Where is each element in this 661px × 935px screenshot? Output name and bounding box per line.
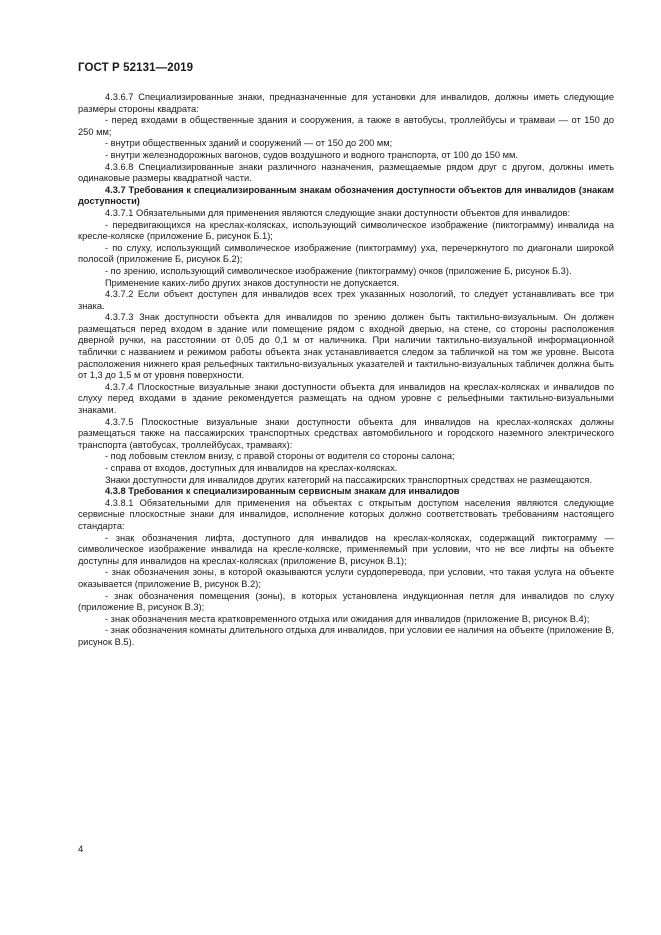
- paragraph: - внутри общественных зданий и сооружений — от 150 до 200 мм;: [105, 138, 393, 149]
- paragraph: - знак обозначения помещения (зоны), в которых установлена индукционная петля для инвалидов по слуху (приложение В, рисунок В.3);: [78, 590, 614, 613]
- section-heading: 4.3.7 Требования к специализированным знакам обозначения доступности объектов для инвалидов (знакам доступности): [78, 184, 614, 207]
- paragraph: - по зрению, использующий символическое изображение (пиктограмму) очков (приложение Б, рисунок Б.3).: [105, 265, 572, 276]
- paragraph: - внутри железнодорожных вагонов, судов воздушного и водного транспорта, от 100 до 150 мм.: [105, 149, 518, 160]
- paragraph: 4.3.7.1 Обязательными для применения являются следующие знаки доступности объектов для инвалидов:: [105, 207, 571, 218]
- paragraph: Применение каких-либо других знаков доступности не допускается.: [105, 277, 400, 288]
- paragraph: 4.3.7.4 Плоскостные визуальные знаки доступности объекта для инвалидов на креслах-колясках и инвалидов по слуху перед входами в здание рекомендуется размещать на одном уровне с рельефными тактильно-визуальными знаками.: [78, 381, 614, 416]
- page-number: 4: [78, 844, 84, 855]
- paragraph: 4.3.6.7 Специализированные знаки, предназначенные для установки для инвалидов, должны иметь следующие размеры стороны квадрата:: [78, 92, 614, 114]
- paragraph: 4.3.7.2 Если объект доступен для инвалидов всех трех указанных нозологий, то следует устанавливать все три знака.: [78, 289, 614, 311]
- paragraph: 4.3.7.3 Знак доступности объекта для инвалидов по зрению должен быть тактильно-визуальным. Он должен размещаться перед входом в здание или помещение рядом с входной дверью, на стене, со стороны расположения дверной ручки, на расстоянии от 0,05 до 0,1 м от наличника. При наличии тактильно-визуальной информационной таблички с названием и режимом работы объекта знак устанавливается следом за табличкой на том же уровне. Высота расположения нижнего края рельефных тактильно-визуальных указателей и тактильно-визуальных табличек должна быть от 1,3 до 1,5 м от уровня поверхности.: [78, 312, 614, 381]
- paragraph: - по слуху, использующий символическое изображение (пиктограмму) уха, перечеркнутого по диагонали широкой полосой (приложение Б, рисунок Б.2);: [78, 242, 614, 265]
- paragraph: - знак обозначения комнаты длительного отдыха для инвалидов, при условии ее наличия на объекте (приложение В, рисунок В.5).: [78, 625, 614, 647]
- paragraph: Знаки доступности для инвалидов других категорий на пассажирских транспортных средствах не размещаются.: [105, 474, 593, 485]
- paragraph: - под лобовым стеклом внизу, с правой стороны от водителя со стороны салона;: [105, 451, 455, 462]
- paragraph: - передвигающихся на креслах-колясках, использующий символическое изображение (пиктограмму) инвалида на кресле-коляске (приложение Б, рисунок Б.1);: [78, 219, 614, 242]
- paragraph: - знак обозначения зоны, в которой оказываются услуги сурдоперевода, при условии, что такая услуга на объекте оказывается (приложение В, рисунок В.2);: [78, 567, 614, 589]
- paragraph: 4.3.6.8 Специализированные знаки различного назначения, размещаемые рядом друг с другом, должны иметь одинаковые размеры квадратной части.: [78, 161, 614, 184]
- paragraph: - знак обозначения места кратковременного отдыха или ожидания для инвалидов (приложение В, рисунок В.4);: [105, 613, 590, 624]
- document-body: [78, 92, 614, 649]
- section-heading: 4.3.8 Требования к специализированным сервисным знакам для инвалидов: [105, 486, 460, 497]
- document-header: ГОСТ Р 52131—2019: [78, 62, 194, 74]
- paragraph: 4.3.7.5 Плоскостные визуальные знаки доступности объекта для инвалидов на креслах-колясках должны размещаться также на пассажирских транспортных средствах автомобильного и городского наземного электрического транспорта (автобусах, троллейбусах, трамваях):: [78, 416, 614, 450]
- paragraph: 4.3.8.1 Обязательными для применения на объектах с открытым доступом населения являются следующие сервисные плоскостные знаки для инвалидов, исполнение которых должно соответствовать требованиям настоящего стандарта:: [78, 497, 614, 531]
- paragraph: - справа от входов, доступных для инвалидов на креслах-колясках.: [105, 463, 398, 473]
- paragraph: - знак обозначения лифта, доступного для инвалидов на креслах-колясках, содержащий пиктограмму — символическое изображение инвалида на кресле-коляске, применяемый при условии, что не все лифты на объекте доступны для инвалидов на креслах-колясках (приложение В, рисунок В.1);: [78, 532, 614, 566]
- paragraph: - перед входами в общественные здания и сооружения, а также в автобусы, троллейбусы и трамваи — от 150 до 250 мм;: [78, 115, 614, 137]
